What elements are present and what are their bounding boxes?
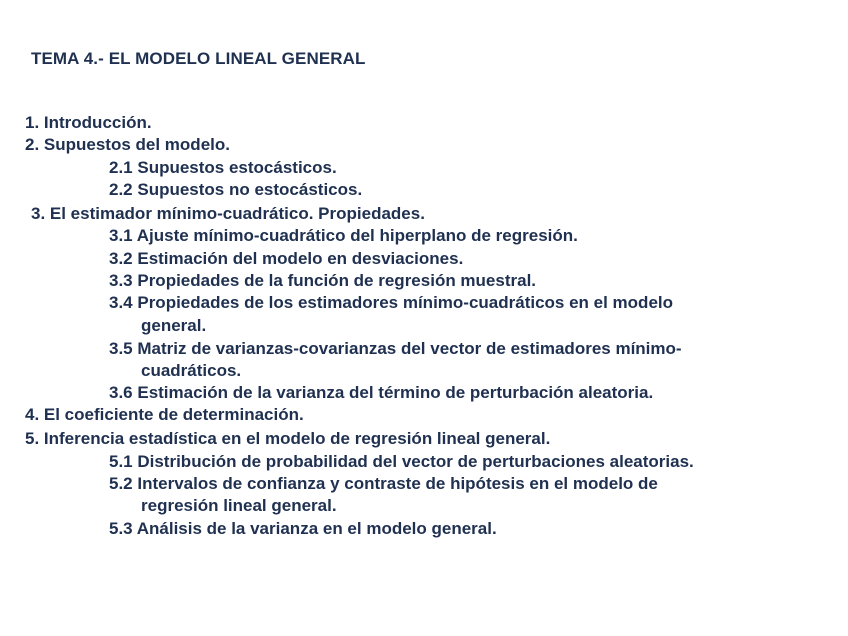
toc-item-3-5-cont: cuadráticos. <box>141 361 242 380</box>
toc-item-4: 4. El coeficiente de determinación. <box>25 405 304 424</box>
toc-item-2-2: 2.2 Supuestos no estocásticos. <box>109 180 363 199</box>
page-title: TEMA 4.- EL MODELO LINEAL GENERAL <box>31 49 366 68</box>
toc-item-2-1: 2.1 Supuestos estocásticos. <box>109 158 337 177</box>
toc-item-5: 5. Inferencia estadística en el modelo de regresión lineal general. <box>25 429 551 448</box>
toc-item-3-3: 3.3 Propiedades de la función de regresión muestral. <box>109 271 537 290</box>
toc-item-3-4-cont: general. <box>141 316 207 335</box>
toc-item-3-4: 3.4 Propiedades de los estimadores mínimo-cuadráticos en el modelo <box>109 293 674 312</box>
toc-item-1: 1. Introducción. <box>25 113 152 132</box>
toc-item-3: 3. El estimador mínimo-cuadrático. Propiedades. <box>31 204 425 223</box>
toc-item-3-2: 3.2 Estimación del modelo en desviaciones. <box>109 249 464 268</box>
toc-item-5-1: 5.1 Distribución de probabilidad del vector de perturbaciones aleatorias. <box>109 452 694 471</box>
toc-item-3-5: 3.5 Matriz de varianzas-covarianzas del vector de estimadores mínimo- <box>109 339 682 358</box>
toc-item-2: 2. Supuestos del modelo. <box>25 135 230 154</box>
toc-item-5-2: 5.2 Intervalos de confianza y contraste de hipótesis en el modelo de <box>109 474 658 493</box>
toc-item-3-1: 3.1 Ajuste mínimo-cuadrático del hiperplano de regresión. <box>109 226 578 245</box>
toc-item-5-3: 5.3 Análisis de la varianza en el modelo general. <box>109 519 497 538</box>
toc-item-5-2-cont: regresión lineal general. <box>141 496 337 515</box>
toc-item-3-6: 3.6 Estimación de la varianza del término de perturbación aleatoria. <box>109 383 654 402</box>
